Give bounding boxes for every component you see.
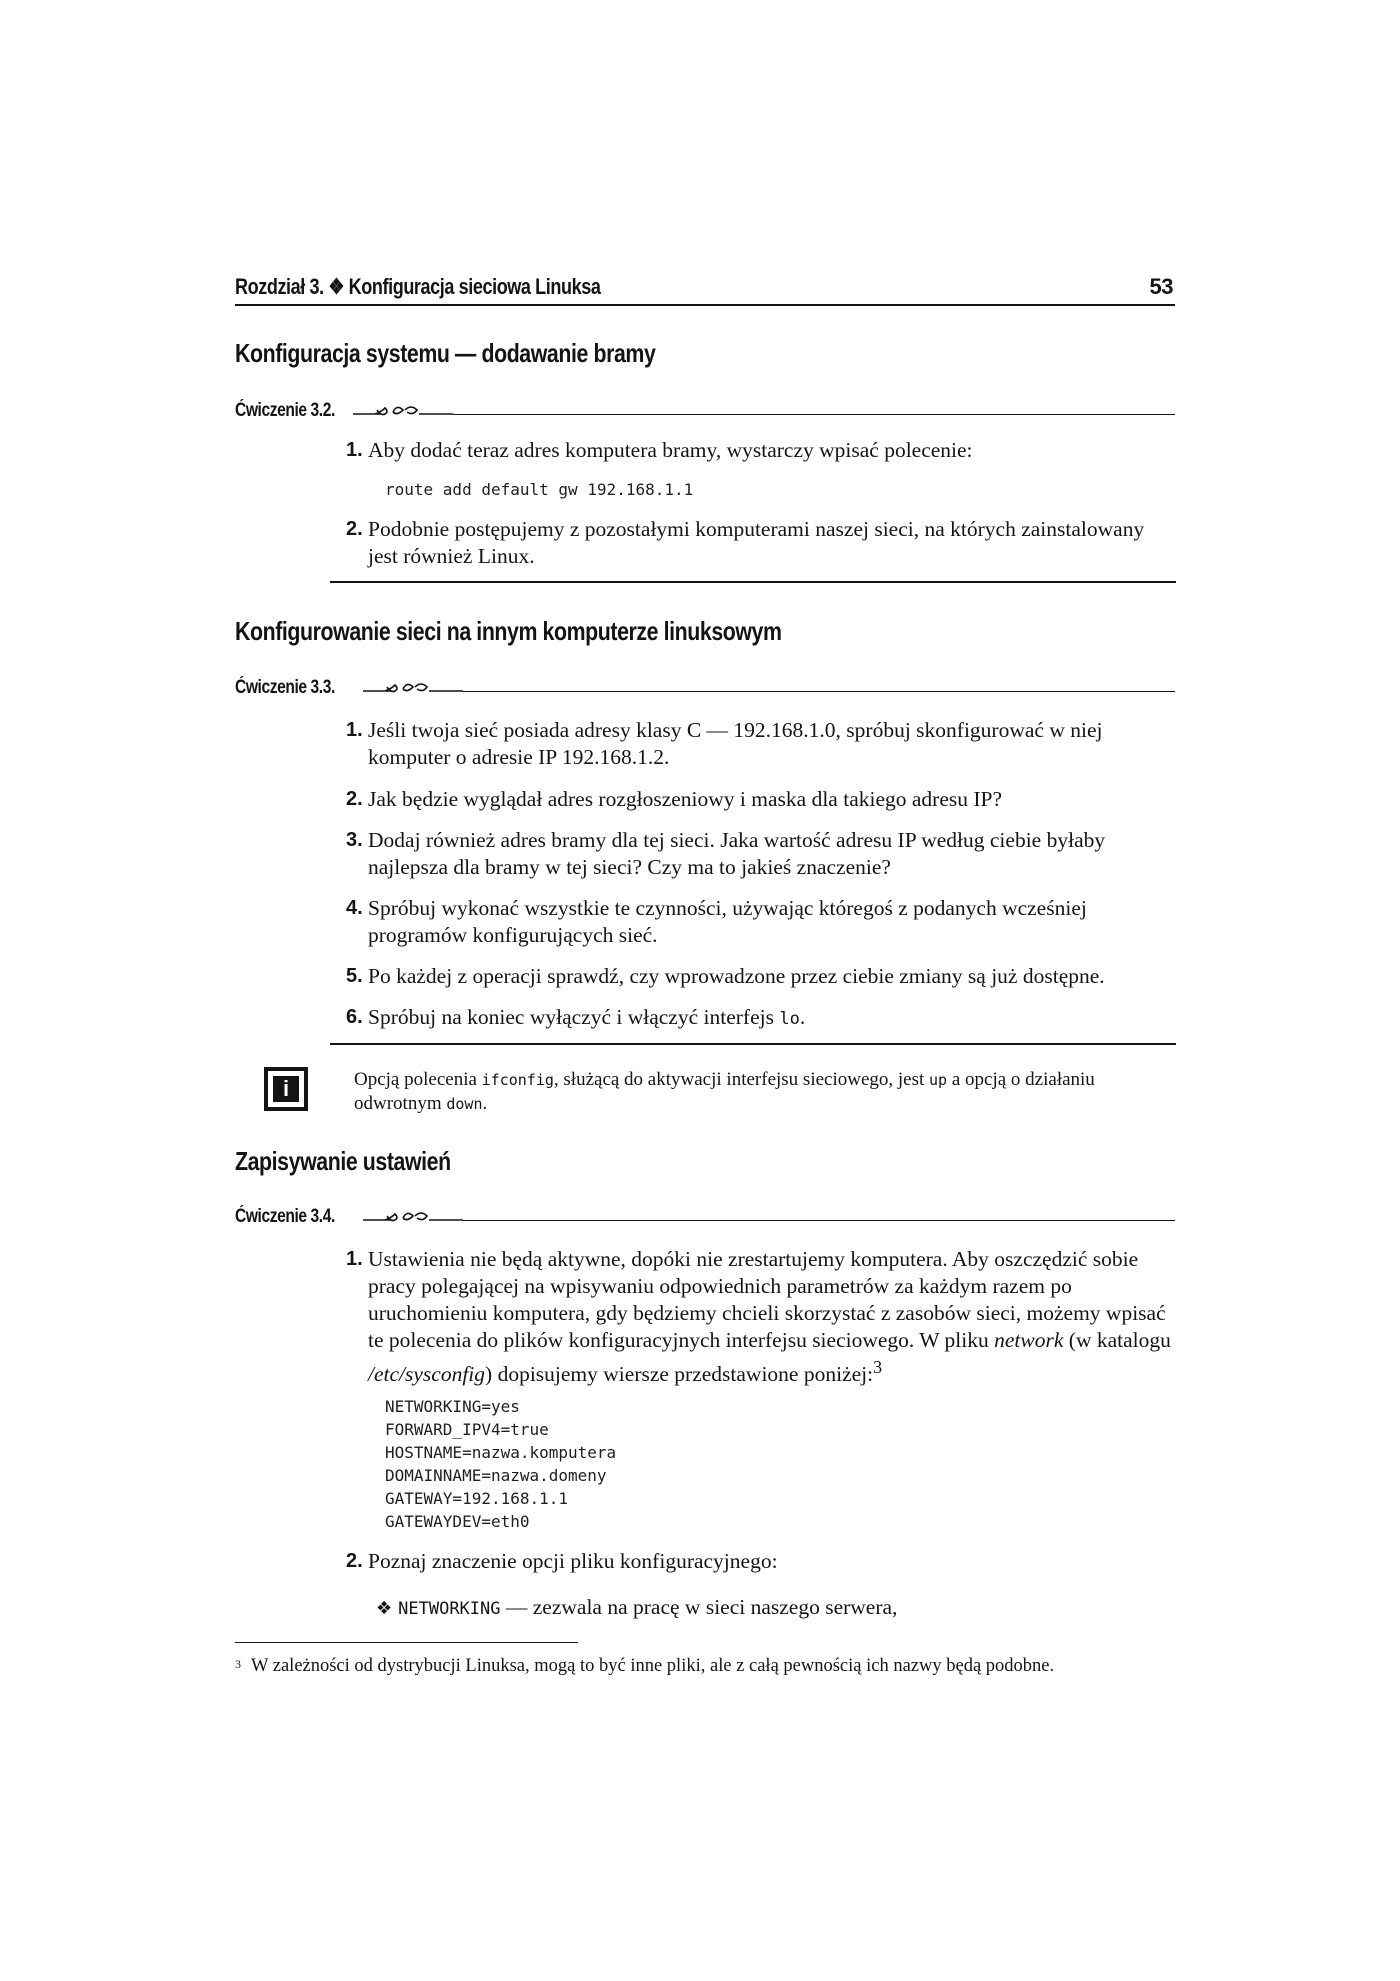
item-text: Po każdej z operacji sprawdź, czy wprowadzone przez ciebie zmiany są już dostępne.	[368, 964, 1105, 988]
info-icon	[264, 1067, 308, 1111]
item-number: 1.	[346, 439, 363, 461]
section-heading: Konfiguracja systemu — dodawanie bramy	[235, 338, 656, 368]
item-number: 4.	[346, 897, 363, 919]
exercise-label: Ćwiczenie 3.2.	[235, 400, 335, 421]
code-line: HOSTNAME=nazwa.komputera	[385, 1443, 617, 1462]
list-item	[346, 516, 1176, 570]
exercise-end-rule	[330, 1043, 1176, 1045]
item-text-part: .	[799, 1005, 806, 1029]
item-text: Aby dodać teraz adres komputera bramy, wystarczy wpisać polecenie:	[368, 438, 973, 462]
footnote-ref[interactable]: 3	[873, 1357, 883, 1377]
diamond-bullet-icon: ❖	[376, 1598, 393, 1619]
item-text: Podobnie postępujemy z pozostałymi komputerami naszej sieci, na których zainstalowany jest również Linux.	[368, 517, 1145, 568]
ornament-icon	[363, 1206, 463, 1226]
inline-code: down	[446, 1095, 483, 1113]
note-part: .	[482, 1093, 488, 1114]
code-line: NETWORKING=yes	[385, 1397, 520, 1416]
code-line: GATEWAYDEV=eth0	[385, 1512, 530, 1531]
footnote-rule	[235, 1642, 578, 1643]
info-icon-letter: i	[273, 1076, 299, 1102]
note-text	[354, 1068, 1174, 1116]
item-text	[346, 1246, 1176, 1388]
exercise-end-rule	[330, 581, 1176, 583]
code-block	[385, 1395, 616, 1533]
exercise-rule	[453, 414, 1175, 415]
exercise-header	[235, 400, 1175, 424]
running-head	[235, 274, 1175, 306]
bullet-text: — zezwala na pracę w sieci naszego serwera,	[500, 1595, 898, 1619]
footnote-marker: 3	[235, 1657, 241, 1671]
item-number: 2.	[346, 1550, 363, 1572]
exercise-rule	[463, 1220, 1175, 1221]
list-item	[346, 1246, 1176, 1388]
bullet-item	[376, 1594, 897, 1623]
code-line: FORWARD_IPV4=true	[385, 1420, 549, 1439]
note-part: , służącą do aktywacji interfejsu sieciowego, jest	[553, 1069, 930, 1090]
item-text-part: ) dopisujemy wiersze przedstawione poniżej:	[485, 1362, 874, 1387]
exercise-rule	[463, 691, 1175, 692]
exercise-label: Ćwiczenie 3.4.	[235, 1206, 335, 1227]
item-number: 2.	[346, 788, 363, 810]
ornament-icon	[363, 677, 463, 697]
footnote	[235, 1654, 1175, 1678]
chapter-title: Rozdział 3. ❖ Konfiguracja sieciowa Linuksa	[235, 274, 601, 299]
ornament-icon	[353, 400, 453, 420]
list-item	[346, 1548, 1176, 1575]
item-number: 3.	[346, 829, 363, 851]
item-text: Poznaj znaczenie opcji pliku konfiguracyjnego:	[368, 1549, 778, 1573]
section-heading: Konfigurowanie sieci na innym komputerze linuksowym	[235, 616, 782, 646]
item-text: Spróbuj wykonać wszystkie te czynności, używając któregoś z podanych wcześniej programów konfigurujących sieć.	[368, 896, 1087, 947]
item-number: 1.	[346, 1248, 363, 1270]
list-item	[346, 827, 1176, 881]
list-item	[346, 895, 1176, 949]
item-text: Jak będzie wyglądał adres rozgłoszeniowy i maska dla takiego adresu IP?	[368, 787, 1003, 811]
code-line: GATEWAY=192.168.1.1	[385, 1489, 569, 1508]
inline-code: up	[929, 1071, 948, 1089]
section-heading: Zapisywanie ustawień	[235, 1146, 451, 1176]
list-item	[346, 1004, 1176, 1033]
item-text: Dodaj również adres bramy dla tej sieci. Jaka wartość adresu IP według ciebie byłaby najlepsza dla bramy w tej sieci? Czy ma to jakieś znaczenie?	[368, 828, 1106, 879]
item-number: 6.	[346, 1006, 363, 1028]
inline-code: lo	[779, 1009, 800, 1029]
list-item	[346, 786, 1176, 813]
exercise-header	[235, 677, 1175, 701]
item-number: 1.	[346, 719, 363, 741]
note-part: Opcją polecenia	[354, 1069, 482, 1090]
exercise-header	[235, 1206, 1175, 1230]
item-number: 2.	[346, 518, 363, 540]
footnote-text: W zależności od dystrybucji Linuksa, mogą to być inne pliki, ale z całą pewnością ich nazwy będą podobne.	[251, 1656, 1055, 1676]
exercise-label: Ćwiczenie 3.3.	[235, 677, 335, 698]
code-block: route add default gw 192.168.1.1	[385, 480, 694, 499]
list-item	[346, 717, 1176, 771]
inline-code: ifconfig	[481, 1071, 554, 1089]
code-line: DOMAINNAME=nazwa.domeny	[385, 1466, 607, 1485]
item-number: 5.	[346, 965, 363, 987]
note-part: a opcją o działaniu odwrotnym	[354, 1069, 1095, 1114]
item-text-part: Spróbuj na koniec wyłączyć i włączyć interfejs	[368, 1005, 780, 1029]
italic-filename: network	[994, 1328, 1064, 1352]
page-number: 53	[1149, 274, 1173, 299]
item-text-part: (w katalogu	[1063, 1328, 1171, 1352]
item-text-part: Ustawienia nie będą aktywne, dopóki nie zrestartujemy komputera. Aby oszczędzić sobie pracy polegającej na wpisywaniu odpowiednich parametrów za każdym razem po uruchomieniu komputera, gdy będziemy chcieli skorzystać z zasobów sieci, możemy wpisać te polecenia do plików konfiguracyjnych interfejsu sieciowego. W pliku	[368, 1247, 1166, 1352]
italic-path: /etc/sysconfig	[368, 1362, 486, 1387]
list-item	[346, 963, 1176, 990]
inline-code: NETWORKING	[398, 1599, 501, 1619]
list-item	[346, 437, 1176, 464]
item-text: Jeśli twoja sieć posiada adresy klasy C — 192.168.1.0, spróbuj skonfigurować w niej komputer o adresie IP 192.168.1.2.	[368, 718, 1103, 769]
item-text	[346, 1004, 1176, 1033]
